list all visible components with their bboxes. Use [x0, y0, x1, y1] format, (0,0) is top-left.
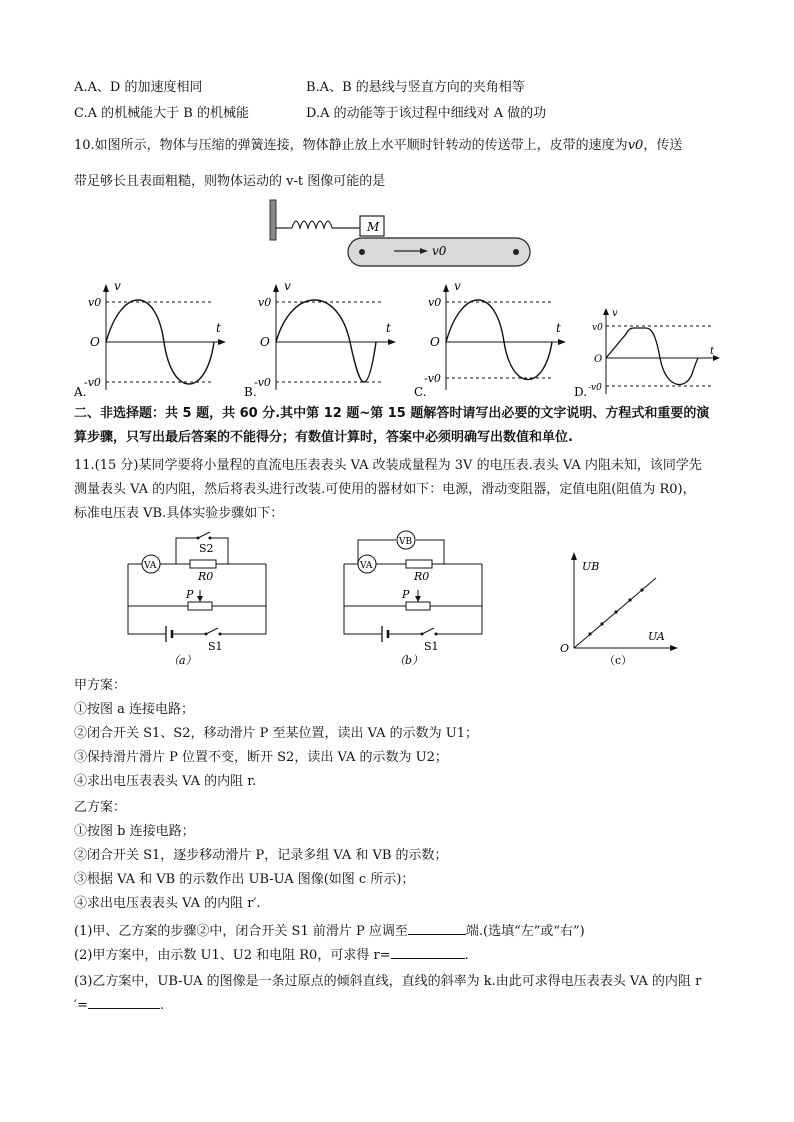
graph-b-v: v	[284, 280, 291, 293]
graph-b-t: t	[386, 321, 391, 335]
q11-sub1: (1)甲、乙方案的步骤②中，闭合开关 S1 前滑片 P 应调至 端.(选填“左”或“右”)	[74, 924, 585, 939]
circuit-a-s2: S2	[199, 542, 214, 555]
graph-d-neg-v0: -v0	[588, 383, 602, 393]
q10-graph-b	[242, 280, 402, 398]
q11-intro2: 测量表头 VA 的内阻，然后将表头进行改装.可使用的器材如下：电源，滑动变阻器，定值电阻(阻值为 R0)，	[74, 482, 696, 497]
circuit-b-s1: S1	[424, 640, 439, 653]
q11-intro3: 标准电压表 VB.具体实验步骤如下：	[74, 506, 284, 521]
circuit-b-figure	[336, 530, 496, 670]
plan-b-step3: ③根据 VA 和 VB 的示数作出 UB-UA 图像(如图 c 所示)；	[74, 872, 415, 887]
graph-a-neg-v0: -v0	[84, 376, 101, 389]
graph-a-v0: v0	[88, 296, 102, 309]
q11-sub2: (2)甲方案中，由示数 U1、U2 和电阻 R0，可求得 r= .	[74, 948, 469, 963]
graph-c-v: v	[454, 280, 461, 293]
q10-stem-line2: 带足够长且表面粗糙，则物体运动的 v-t 图像可能的是	[74, 174, 386, 189]
circuit-a-va: VA	[144, 561, 157, 571]
graph-c-t: t	[556, 321, 561, 335]
graph-c-origin: O	[560, 642, 570, 655]
graph-c-label: C.	[414, 385, 427, 398]
sub3-answer-blank[interactable]	[88, 996, 160, 1009]
q9-option-a: A.A、D 的加速度相同	[74, 80, 203, 95]
q10-graph-c	[412, 280, 572, 398]
sub1-answer-blank[interactable]	[408, 922, 466, 935]
circuit-a-caption: （a）	[168, 654, 197, 667]
graph-a-v: v	[114, 280, 121, 293]
q11-sub3-line1: (3)乙方案中，UB-UA 的图像是一条过原点的倾斜直线，直线的斜率为 k.由此可求得电压表表头 VA 的内阻 r	[74, 974, 702, 989]
circuit-a-s1: S1	[208, 640, 223, 653]
graph-b-v0: v0	[258, 296, 272, 309]
graph-d-v0: v0	[592, 323, 603, 333]
circuit-b-vb: VB	[399, 537, 413, 547]
circuit-b-p: P	[402, 588, 410, 601]
graph-b-neg-v0: -v0	[254, 376, 271, 389]
q9-option-d: D.A 的动能等于该过程中细线对 A 做的功	[306, 106, 547, 121]
section2-line2: 算步骤，只写出最后答案的不能得分；有数值计算时，答案中必须明确写出数值和单位.	[74, 430, 573, 445]
graph-c-neg-v0: -v0	[424, 372, 441, 385]
circuit-b-r0: R0	[414, 570, 430, 583]
graph-d-v: v	[612, 308, 618, 319]
graph-c-caption: （c）	[604, 654, 633, 667]
sub2-answer-blank[interactable]	[391, 946, 465, 959]
plan-a-title: 甲方案：	[74, 678, 127, 693]
graph-d-label: D.	[574, 385, 588, 398]
circuit-a-p: P	[186, 588, 194, 601]
circuit-b-va: VA	[360, 561, 373, 571]
q11-intro1: 11.(15 分)某同学要将小量程的直流电压表表头 VA 改装成量程为 3V 的电压表.表头 VA 内阻未知，该同学先	[74, 458, 702, 473]
circuit-a-r0: R0	[198, 570, 214, 583]
plan-b-step4: ④求出电压表表头 VA 的内阻 r′.	[74, 896, 261, 911]
plan-a-step4: ④求出电压表表头 VA 的内阻 r.	[74, 774, 257, 789]
q11-sub3-line2: ′= .	[74, 998, 164, 1013]
q10-graph-a	[72, 280, 232, 398]
graph-c-figure	[556, 548, 686, 668]
plan-b-title: 乙方案：	[74, 800, 127, 815]
graph-c-origin: O	[430, 335, 440, 349]
graph-b-origin: O	[260, 335, 270, 349]
graph-a-label: A.	[74, 385, 87, 398]
q9-option-b: B.A、B 的悬线与竖直方向的夹角相等	[306, 80, 525, 95]
mass-label: M	[367, 220, 380, 234]
plan-a-step1: ①按图 a 连接电路；	[74, 702, 195, 717]
graph-a-origin: O	[90, 335, 100, 349]
circuit-a-figure	[120, 530, 280, 670]
plan-b-step1: ①按图 b 连接电路；	[74, 824, 195, 839]
graph-b-label: B.	[244, 385, 257, 398]
graph-c-ylabel: UB	[582, 560, 600, 573]
circuit-b-caption: （b）	[394, 654, 424, 667]
graph-c-xlabel: UA	[648, 630, 665, 643]
graph-a-t: t	[216, 321, 221, 335]
q9-option-c: C.A 的机械能大于 B 的机械能	[74, 106, 249, 121]
graph-d-origin: O	[594, 354, 603, 365]
q10-graph-d	[574, 306, 724, 398]
belt-speed-label: v0	[432, 244, 447, 258]
q10-v0-symbol: v0	[627, 138, 644, 153]
q10-stem-line1: 10.如图所示，物体与压缩的弹簧连接，物体静止放上水平顺时针转动的传送带上，皮带的速度为v0，传送	[74, 138, 683, 153]
graph-c-v0: v0	[428, 296, 442, 309]
plan-a-step3: ③保持滑片滑片 P 位置不变，断开 S2，读出 VA 的示数为 U2；	[74, 750, 448, 765]
graph-d-t: t	[710, 346, 715, 357]
plan-a-step2: ②闭合开关 S1、S2，移动滑片 P 至某位置，读出 VA 的示数为 U1；	[74, 726, 479, 741]
plan-b-step2: ②闭合开关 S1，逐步移动滑片 P，记录多组 VA 和 VB 的示数；	[74, 848, 448, 863]
section2-line1: 二、非选择题：共 5 题，共 60 分.其中第 12 题~第 15 题解答时请写出必要的文字说明、方程式和重要的演	[74, 406, 710, 421]
q10-conveyor-figure	[262, 196, 542, 276]
